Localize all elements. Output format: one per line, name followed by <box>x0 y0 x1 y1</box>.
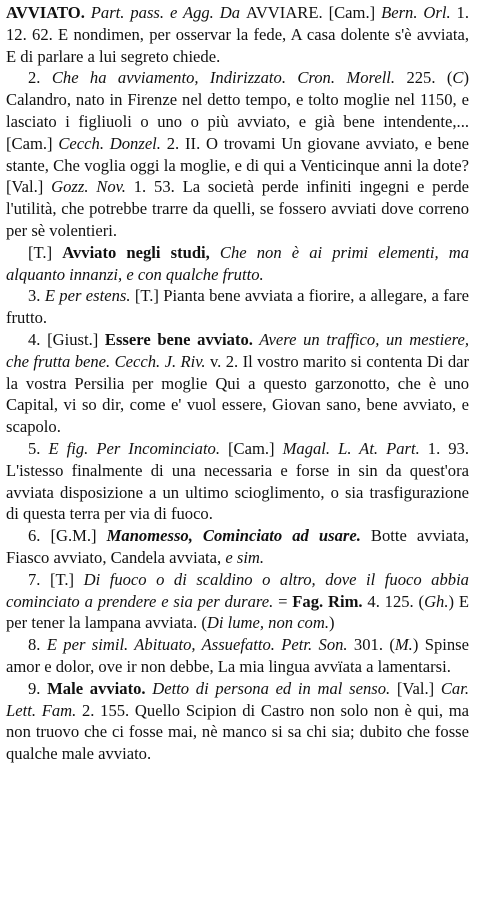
text-run: 301. ( <box>347 635 395 655</box>
text-run: Car. Lett. Fam. <box>6 678 469 720</box>
text-run: 5. <box>28 438 49 458</box>
text-run: e sim. <box>225 547 265 567</box>
text-run: Gozz. Nov. <box>51 177 126 197</box>
text-run: Di fuoco o di scaldino o altro, dove il fuoco abbia cominciato a prendere e sia per durare. <box>6 569 469 611</box>
text-run: = <box>273 591 293 611</box>
text-run: Di lume, non com. <box>206 613 329 633</box>
text-run: 4. 125. ( <box>362 591 425 611</box>
text-run: 2. 155. Quello Scipion di Castro non solo non è qui, ma non truovo che ci fosse mai, nè manco si sa chi sia; dubito che fosse qualche male avviato. <box>6 700 469 764</box>
text-run: 2. <box>28 68 52 88</box>
text-run: Bern. Orl. <box>381 3 451 22</box>
text-run: E fig. Per Incominciato. <box>48 438 220 458</box>
text-run: ) E per tener la lampana avviata. ( <box>6 591 470 633</box>
text-run: AVVIATO. <box>6 3 85 22</box>
text-run: Manomesso, Cominciato ad usare. <box>106 526 361 546</box>
text-run: Detto di persona ed in mal senso. <box>145 678 391 698</box>
text-run: AVVIARE. [Cam.] <box>245 3 382 22</box>
entry-sense-paragraph <box>6 285 469 329</box>
entry-sense-paragraph <box>6 67 469 241</box>
text-run: 1. 93. L'istesso finalmente di una necessaria e forse in sin da quest'ora avviata disposizione a un ultimo scioglimento, o sia trasfigurazione di questa terra per via di fuoco. <box>6 438 469 524</box>
text-run: 2. II. O trovami Un giovane avviato, e bene stante, Che voglia oggi la moglie, e di qui a Venticinque anni la dote? [Val.] <box>6 133 469 197</box>
text-run: ) Calandro, nato in Firenze nel detto tempo, e tolto moglie nel 1150, e lasciato i figliuoli o uno o più avviato, e già bene intendente,... [Cam.] <box>6 68 469 153</box>
text-run: 9. <box>28 678 48 698</box>
text-run: Magal. L. At. Part. <box>282 438 420 458</box>
text-run: Gh. <box>424 591 449 611</box>
entry-list <box>6 2 469 765</box>
text-run: Botte avviata, Fiasco avviato, Candela avviata, <box>6 526 469 567</box>
text-run: 225. ( <box>395 68 453 88</box>
entry-sense-paragraph <box>6 678 469 765</box>
text-run: 7. [T.] <box>28 569 84 589</box>
text-run: Essere bene avviato. <box>104 329 253 349</box>
text-run: Male avviato. <box>47 678 146 698</box>
text-run: 8. <box>28 635 47 655</box>
entry-sense-paragraph <box>6 569 469 634</box>
text-run: ) <box>329 613 335 633</box>
entry-sense-paragraph <box>6 634 469 678</box>
text-run: [T.] <box>28 242 63 262</box>
text-run: 1. 53. La società perde infiniti ingegni e perde l'utilità, che potrebbe trarre da quelli, se fossero avviati dove correno per sè volentieri. <box>6 177 470 240</box>
text-run: [T.] Pianta bene avviata a fiorire, a allegare, a fare frutto. <box>6 286 469 328</box>
text-run: 4. [Giust.] <box>28 329 105 349</box>
text-run: Che non è ai primi elementi, ma alquanto innanzi, e con qualche frutto. <box>6 242 469 284</box>
text-run: Part. pass. e Agg. Da <box>84 3 246 22</box>
text-run: E per simil. Abituato, Assuefatto. Petr. Son. <box>46 635 348 655</box>
entry-sense-paragraph <box>6 438 469 525</box>
text-run: 1. 12. 62. E nondimen, per osservar la fede, A casa dolente s'è avviata, E di parlare a lui segreto chiede. <box>6 3 470 66</box>
text-run: Che ha avviamento, Indirizzato. Cron. Morell. <box>51 68 396 88</box>
text-run: Avere un traffico, un mestiere, che frutta bene. Cecch. J. Riv. <box>6 329 469 371</box>
text-run: ) Spinse amor e dolor, ove ir non debbe, La mia lingua avvïata a lamentarsi. <box>6 635 469 676</box>
text-run: 6. [G.M.] <box>28 526 107 546</box>
text-run: [Cam.] <box>220 438 283 458</box>
entry-sense-paragraph <box>6 525 469 569</box>
text-run: Fag. Rim. <box>292 591 363 611</box>
text-run: C <box>452 68 464 88</box>
entry-sense-paragraph <box>6 329 469 438</box>
entry-headword-paragraph <box>6 2 469 67</box>
entry-sense-paragraph <box>6 242 469 286</box>
text-run: 3. <box>28 286 45 306</box>
text-run: Cecch. Donzel. <box>58 133 161 153</box>
text-run: E per estens. <box>44 286 131 306</box>
text-run: Avviato negli studi, <box>62 242 210 262</box>
text-run: [Val.] <box>390 678 441 698</box>
text-run: v. 2. Il vostro marito si contenta Di dar la vostra Persilia per moglie Qui a questo garzonotto, che è uno Capital, vi so dir, come e' vuol essere, Giovan sano, bene avviato, e scapolo. <box>6 351 470 437</box>
text-run: M. <box>394 635 413 655</box>
